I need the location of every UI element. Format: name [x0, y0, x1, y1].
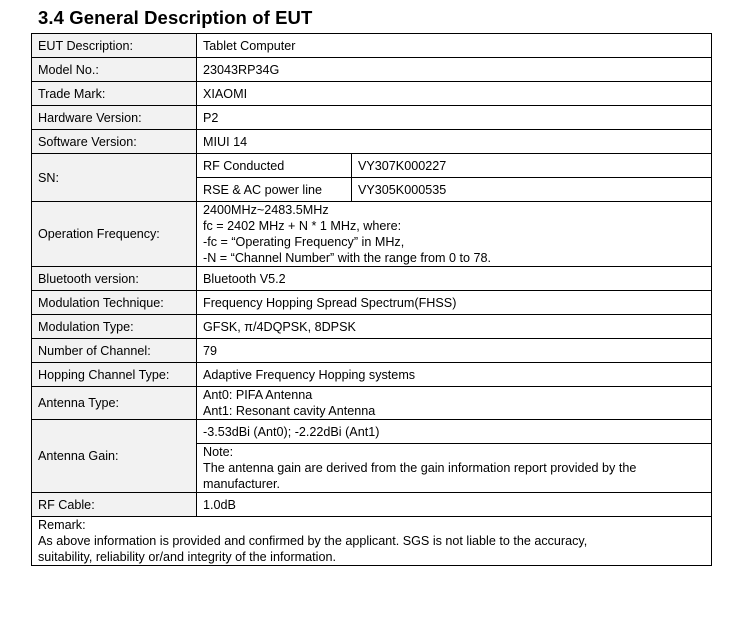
row-label: Number of Channel:	[32, 339, 197, 363]
remark-title: Remark:	[38, 518, 86, 532]
table-row	[32, 106, 712, 130]
remark-line: suitability, reliability or/and integrity of the information.	[38, 550, 336, 564]
row-label: Model No.:	[32, 58, 197, 82]
note-line: manufacturer.	[203, 477, 281, 491]
table-row	[32, 420, 712, 444]
antenna-line: Ant0: PIFA Antenna	[203, 388, 313, 402]
row-value: Bluetooth V5.2	[197, 267, 712, 291]
row-value: 23043RP34G	[197, 58, 712, 82]
row-label: EUT Description:	[32, 34, 197, 58]
table-row	[32, 34, 712, 58]
row-value: MIUI 14	[197, 130, 712, 154]
row-label: Bluetooth version:	[32, 267, 197, 291]
sn-type: RSE & AC power line	[197, 178, 352, 202]
eut-description-table	[31, 33, 712, 566]
table-row	[32, 58, 712, 82]
row-value: Adaptive Frequency Hopping systems	[197, 363, 712, 387]
table-row	[32, 387, 712, 420]
table-row	[32, 130, 712, 154]
row-value: XIAOMI	[197, 82, 712, 106]
sn-value: VY305K000535	[352, 178, 712, 202]
antenna-line: Ant1: Resonant cavity Antenna	[203, 404, 376, 418]
table-row	[32, 154, 712, 178]
row-value: 79	[197, 339, 712, 363]
row-label: Modulation Technique:	[32, 291, 197, 315]
remark-line: As above information is provided and confirmed by the applicant. SGS is not liable to the accuracy,	[38, 534, 588, 548]
frequency-line: 2400MHz~2483.5MHz	[203, 203, 329, 217]
sn-type: RF Conducted	[197, 154, 352, 178]
row-label: Hardware Version:	[32, 106, 197, 130]
row-label: Hopping Channel Type:	[32, 363, 197, 387]
row-value: P2	[197, 106, 712, 130]
frequency-line: -N = “Channel Number” with the range from 0 to 78.	[203, 251, 492, 265]
note-title: Note:	[203, 445, 234, 459]
table-row	[32, 82, 712, 106]
note-line: The antenna gain are derived from the gain information report provided by the	[203, 461, 637, 475]
remark	[32, 517, 712, 566]
row-label: Trade Mark:	[32, 82, 197, 106]
row-value: -3.53dBi (Ant0); -2.22dBi (Ant1)	[197, 420, 712, 444]
row-label: Modulation Type:	[32, 315, 197, 339]
row-value: Frequency Hopping Spread Spectrum(FHSS)	[197, 291, 712, 315]
frequency-line: -fc = “Operating Frequency” in MHz,	[203, 235, 405, 249]
table-row	[32, 315, 712, 339]
row-label: RF Cable:	[32, 493, 197, 517]
table-row	[32, 493, 712, 517]
table-row	[32, 291, 712, 315]
table-row	[32, 267, 712, 291]
row-label: Antenna Gain:	[32, 420, 197, 493]
row-label: SN:	[32, 154, 197, 202]
row-value	[197, 387, 712, 420]
frequency-line: fc = 2402 MHz + N * 1 MHz, where:	[203, 219, 402, 233]
antenna-gain-note	[197, 444, 712, 493]
row-value	[197, 202, 712, 267]
table-row	[32, 363, 712, 387]
table-row	[32, 339, 712, 363]
row-value: GFSK, π/4DQPSK, 8DPSK	[197, 315, 712, 339]
row-value: 1.0dB	[197, 493, 712, 517]
table-row	[32, 517, 712, 566]
table-row	[32, 202, 712, 267]
row-label: Antenna Type:	[32, 387, 197, 420]
section-title: 3.4 General Description of EUT	[38, 7, 313, 28]
row-label: Software Version:	[32, 130, 197, 154]
sn-value: VY307K000227	[352, 154, 712, 178]
row-label: Operation Frequency:	[32, 202, 197, 267]
row-value: Tablet Computer	[197, 34, 712, 58]
